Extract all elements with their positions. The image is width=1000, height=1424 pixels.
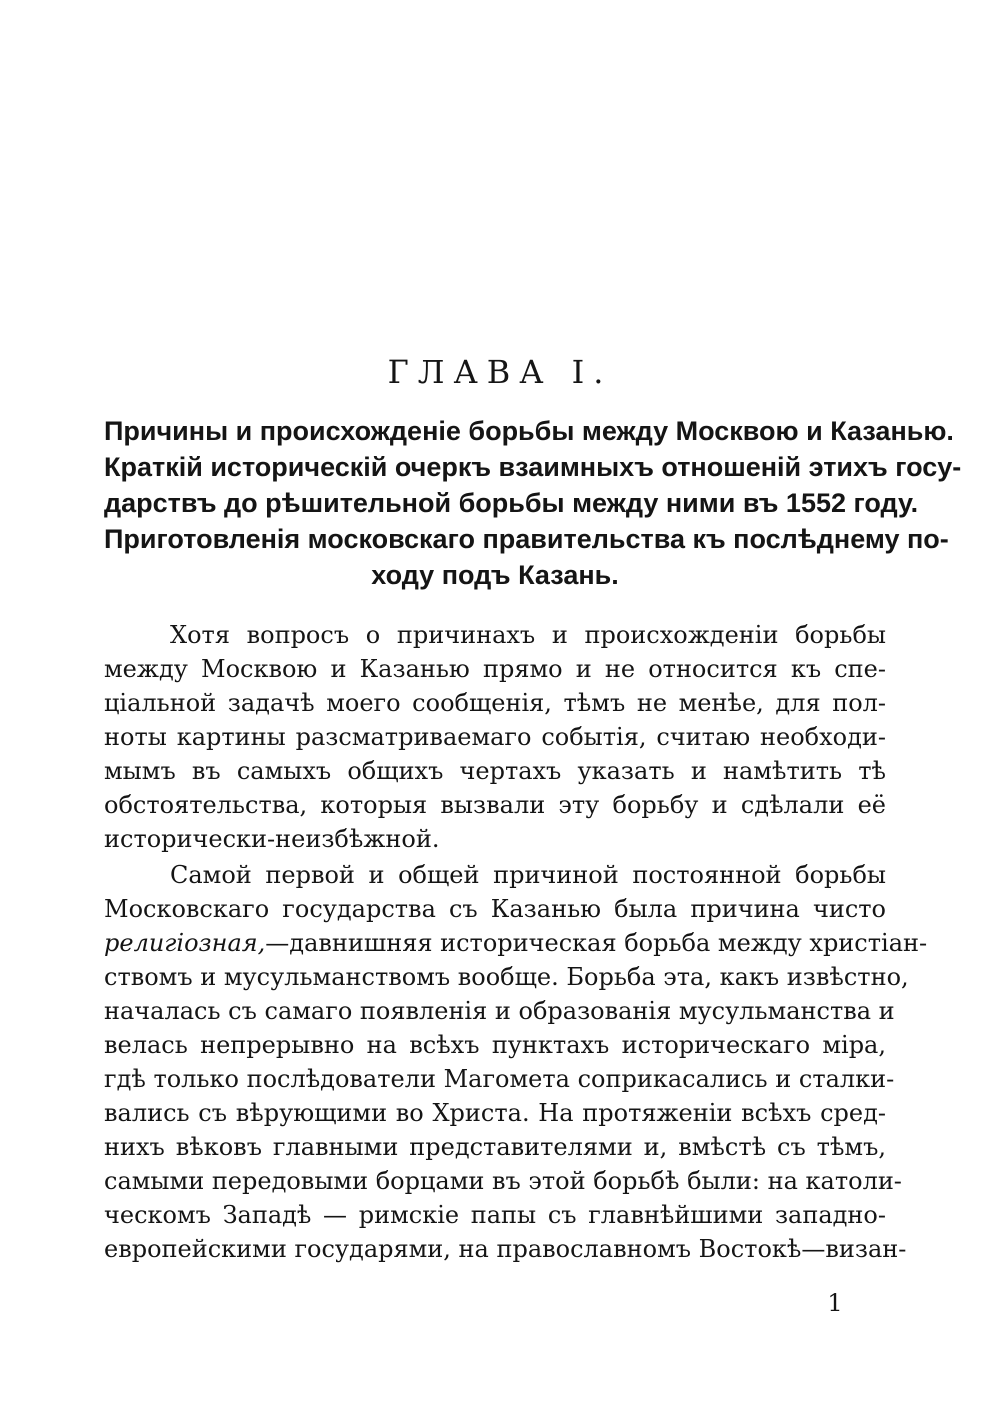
chapter-subtitle-line: ходу подъ Казань.: [371, 560, 619, 590]
chapter-subtitle-line: Приготовленія московскаго правительства къ послѣднему по-: [104, 524, 949, 554]
body-text-line: началась съ самаго появленія и образованія мусульманства и: [104, 997, 895, 1025]
body-text-line: вались съ вѣрующими во Христа. На протяженіи всѣхъ сред-: [104, 1099, 886, 1127]
body-text-line: ціальной задачѣ моего сообщенія, тѣмъ не менѣе, для пол-: [104, 689, 886, 717]
italic-emphasis: религіозная,: [104, 929, 266, 957]
body-text-line: между Москвою и Казанью прямо и не относится къ спе-: [104, 655, 886, 683]
chapter-subtitle-line: дарствъ до рѣшительной борьбы между ними въ 1552 году.: [104, 488, 919, 518]
body-text-line: Московскаго государства съ Казанью была причина чисто: [104, 895, 886, 923]
page-number: 1: [827, 1289, 843, 1317]
chapter-subtitle-line: Причины и происхожденіе борьбы между Москвою и Казанью.: [104, 416, 954, 446]
body-text-line: ческомъ Западѣ — римскіе папы съ главнѣйшими западно-: [104, 1201, 886, 1229]
body-text-segment: —давнишняя историческая борьба между христіан-: [265, 929, 928, 957]
body-text-line: исторически-неизбѣжной.: [104, 825, 440, 853]
body-text-line: нихъ вѣковъ главными представителями и, вмѣстѣ съ тѣмъ,: [104, 1133, 886, 1161]
body-text-line: самыми передовыми борцами въ этой борьбѣ были: на католи-: [104, 1167, 902, 1195]
body-text-line: европейскими государями, на православномъ Востокѣ—визан-: [104, 1235, 907, 1263]
body-text-line: ноты картины разсматриваемаго событія, считаю необходи-: [104, 723, 886, 751]
body-text-line: ствомъ и мусульманствомъ вообще. Борьба эта, какъ извѣстно,: [104, 963, 909, 991]
body-text-line: Хотя вопросъ о причинахъ и происхожденіи борьбы: [170, 621, 886, 649]
body-text-line: мымъ въ самыхъ общихъ чертахъ указать и намѣтить тѣ: [104, 757, 886, 785]
body-text-line: велась непрерывно на всѣхъ пунктахъ историческаго міра,: [104, 1031, 886, 1059]
body-text-line: [104, 926, 928, 960]
body-text-line: Самой первой и общей причиной постоянной борьбы: [170, 861, 886, 889]
body-text-line: обстоятельства, которыя вызвали эту борьбу и сдѣлали её: [104, 791, 886, 819]
chapter-heading: ГЛАВА I.: [387, 353, 613, 391]
chapter-subtitle-line: Краткій историческій очеркъ взаимныхъ отношеній этихъ госу-: [104, 452, 962, 482]
body-text-line: гдѣ только послѣдователи Магомета соприкасались и сталки-: [104, 1065, 895, 1093]
